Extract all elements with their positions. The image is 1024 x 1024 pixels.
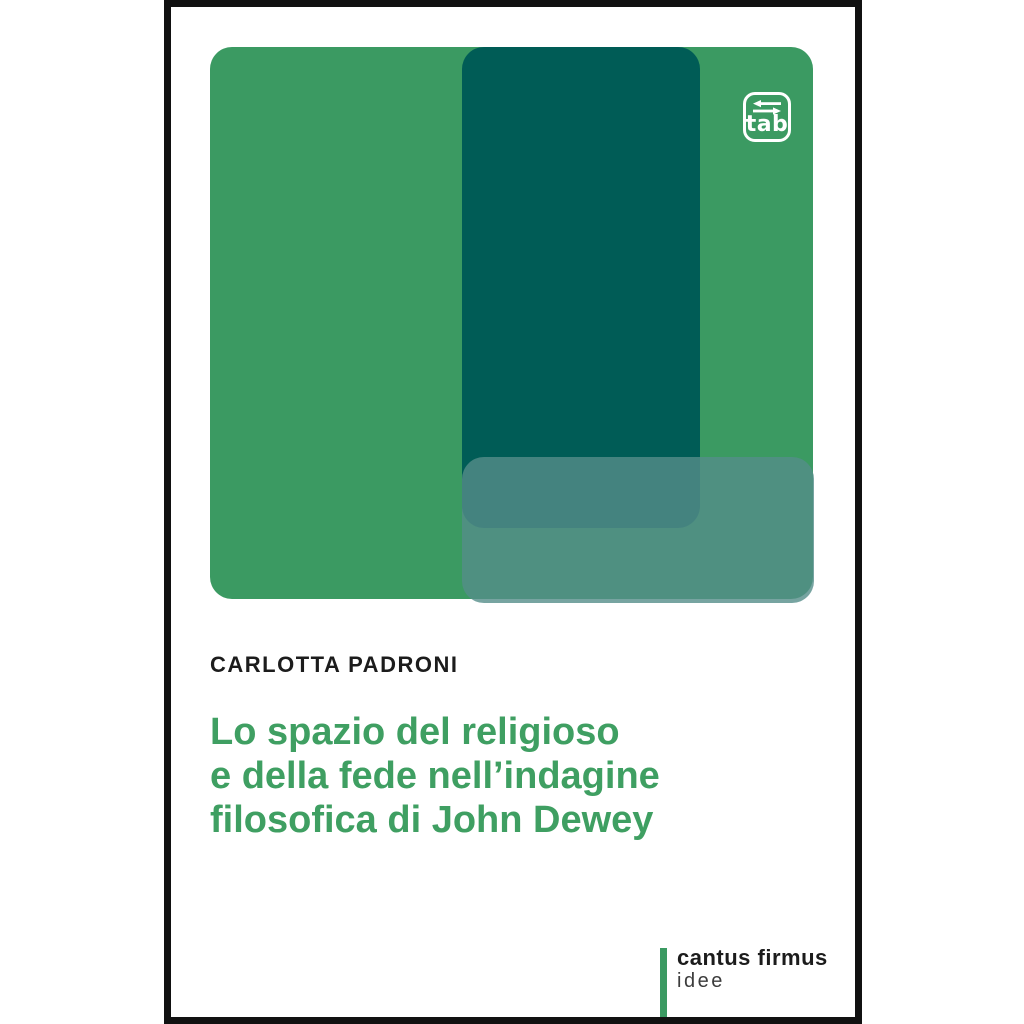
book-title (210, 710, 660, 842)
title-line-1: Lo spazio del religioso (210, 711, 620, 753)
translucent-overlay-rect-shape (462, 457, 814, 603)
series-name: cantus firmus (677, 945, 828, 970)
book-cover (164, 0, 862, 1024)
publisher-logo (743, 92, 791, 142)
series-subtitle: idee (677, 970, 725, 992)
dark-teal-rect-shape (462, 47, 700, 528)
author-name: CARLOTTA PADRONI (210, 652, 459, 677)
series-block (677, 946, 828, 992)
publisher-logo-text: tab (745, 112, 789, 137)
series-marker-bar (660, 948, 667, 1017)
cover-inner (171, 7, 855, 1017)
title-line-2: e della fede nell’indagine (210, 755, 660, 797)
title-line-3: filosofica di John Dewey (210, 799, 654, 841)
